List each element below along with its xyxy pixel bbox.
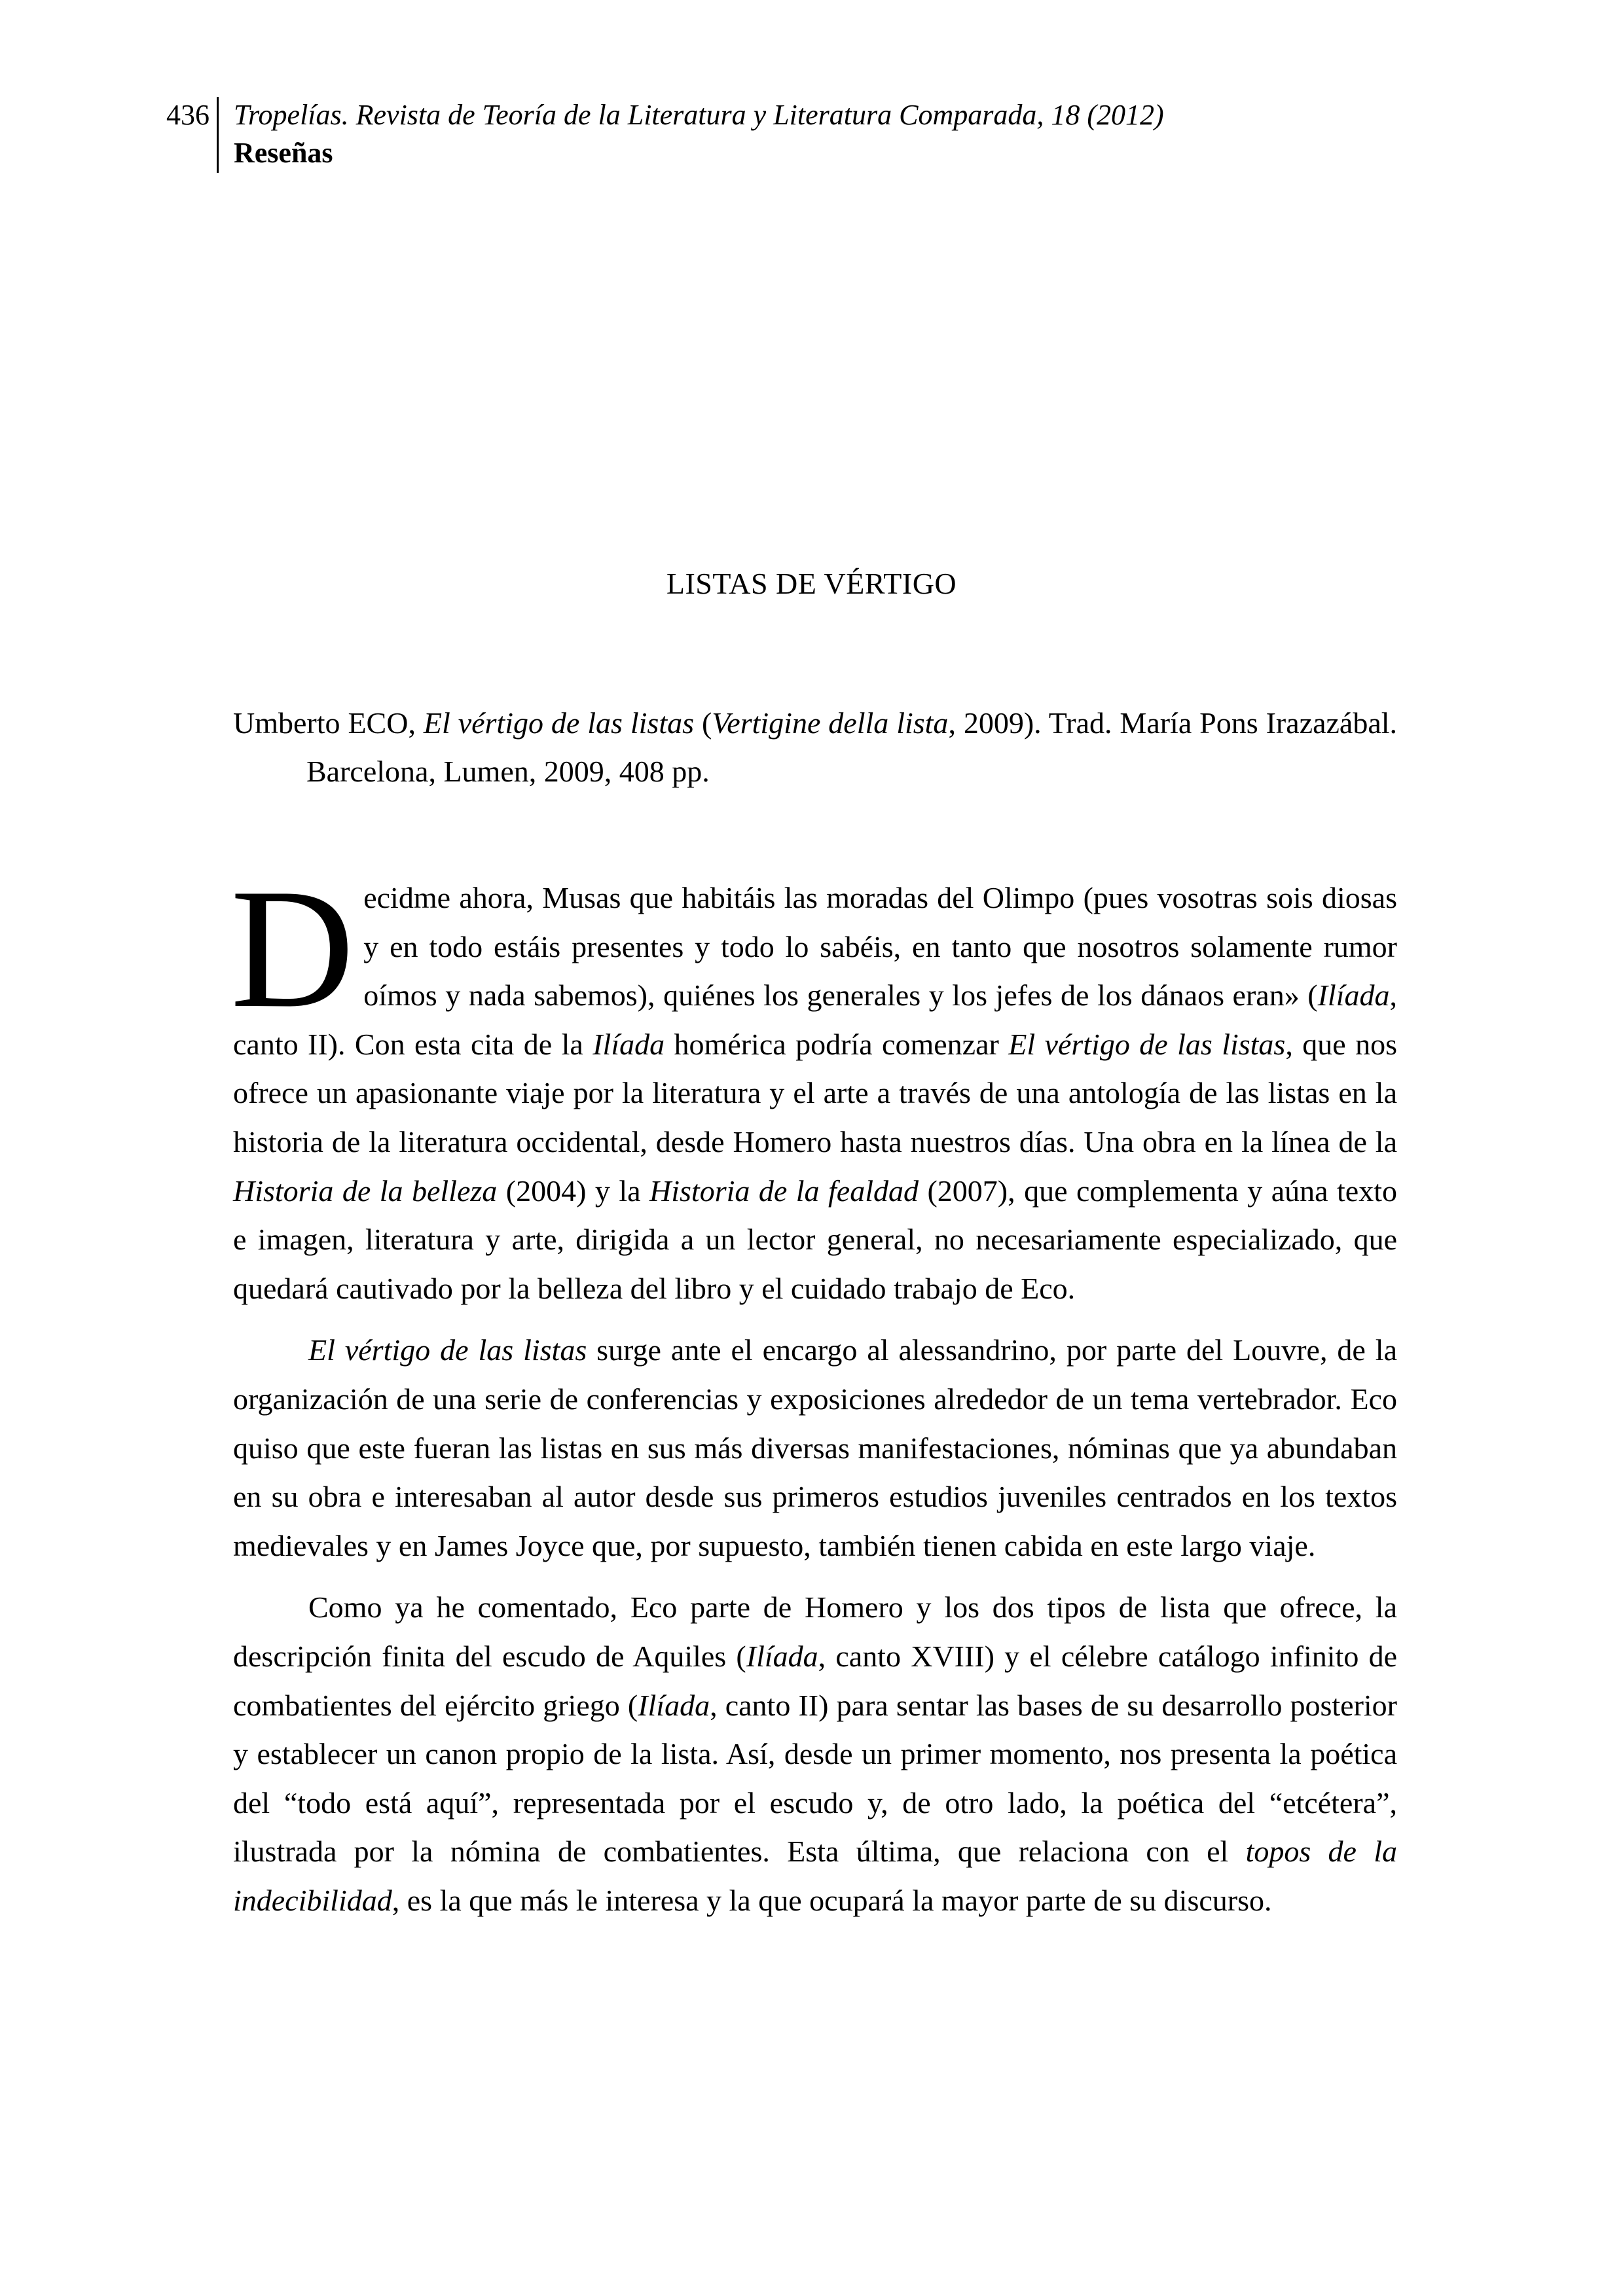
text-run: , canto XVIII) y el célebre catálogo infinito de combatientes del ejército griego ( [233,1639,1397,1722]
text-run: (2004) y la [497,1174,650,1208]
italic-run: El vértigo de las listas [308,1333,587,1367]
review-body [230,853,1398,1938]
citation-paren: ( [694,706,712,740]
citation-details: , 2009). Trad. María Pons Irazazábal. Barcelona, Lumen, 2009, 408 pp. [306,706,1398,788]
italic-run: Historia de la fealdad [649,1174,919,1208]
header-divider [217,97,219,173]
bibliographic-citation [233,699,1397,796]
review-title: LISTAS DE VÉRTIGO [666,567,957,600]
drop-cap: D [230,853,355,1043]
journal-title: Tropelías. Revista de Teoría de la Literatura y Literatura Comparada, 18 (2012) [234,99,1164,131]
text-run: ecidme ahora, Musas que habitáis las moradas del Olimpo (pues vosotras sois diosas y en todo estáis presentes y todo lo sabéis, en tanto que nosotros solamente rumor oímos y nada sabemos), quiénes los generales y los jefes de los dánaos eran» ( [363,881,1397,1013]
italic-run: Ilíada [1317,978,1390,1013]
paragraph-3 [233,1583,1397,1925]
text-run: , es la que más le interesa y la que ocupará la mayor parte de su discurso. [392,1883,1272,1917]
section-label: Reseñas [234,137,333,169]
citation-original-title: Vertigine della lista [712,706,949,740]
text-run: , canto II). Con esta cita de la [233,978,1397,1061]
italic-run: topos de la indecibilidad [233,1835,1397,1917]
italic-run: Ilíada [638,1688,710,1722]
citation-book-title: El vértigo de las listas [423,706,695,740]
italic-run: El vértigo de las listas [1008,1027,1286,1061]
italic-run: Ilíada [746,1639,818,1673]
page-number: 436 [166,99,210,131]
italic-run: Historia de la belleza [233,1174,498,1208]
paragraph-1 [230,853,1398,1313]
text-run: homérica podría comenzar [665,1027,1009,1061]
italic-run: Ilíada [593,1027,665,1061]
text-run: Como ya he comentado, Eco parte de Homero y los dos tipos de lista que ofrece, la descripción finita del escudo de Aquiles ( [233,1590,1397,1673]
text-run: surge ante el encargo al alessandrino, por parte del Louvre, de la organización de una serie de conferencias y exposiciones alrededor de un tema vertebrador. Eco quiso que este fueran las listas en sus más diversas manifestaciones, nóminas que ya abundaban en su obra e interesaban al autor desde sus primeros estudios juveniles centrados en los textos medievales y en James Joyce que, por supuesto, también tienen cabida en este largo viaje. [233,1333,1397,1562]
text-run: , canto II) para sentar las bases de su desarrollo posterior y establecer un canon propio de la lista. Así, desde un primer momento, nos presenta la poética del “todo está aquí”, representada por el escudo y, de otro lado, la poética del “etcétera”, ilustrada por la nómina de combatientes. Esta última, que relaciona con el [233,1688,1397,1869]
text-run: (2007), que complementa y aúna texto e imagen, literatura y arte, dirigida a un lector general, no necesariamente especializado, que quedará cautivado por la belleza del libro y el cuidado trabajo de Eco. [233,1174,1397,1305]
text-run: , que nos ofrece un apasionante viaje por la literatura y el arte a través de una antología de las listas en la historia de la literatura occidental, desde Homero hasta nuestros días. Una obra en la línea de la [233,1027,1398,1158]
paragraph-2 [233,1326,1397,1570]
citation-author: Umberto ECO, [233,706,416,740]
